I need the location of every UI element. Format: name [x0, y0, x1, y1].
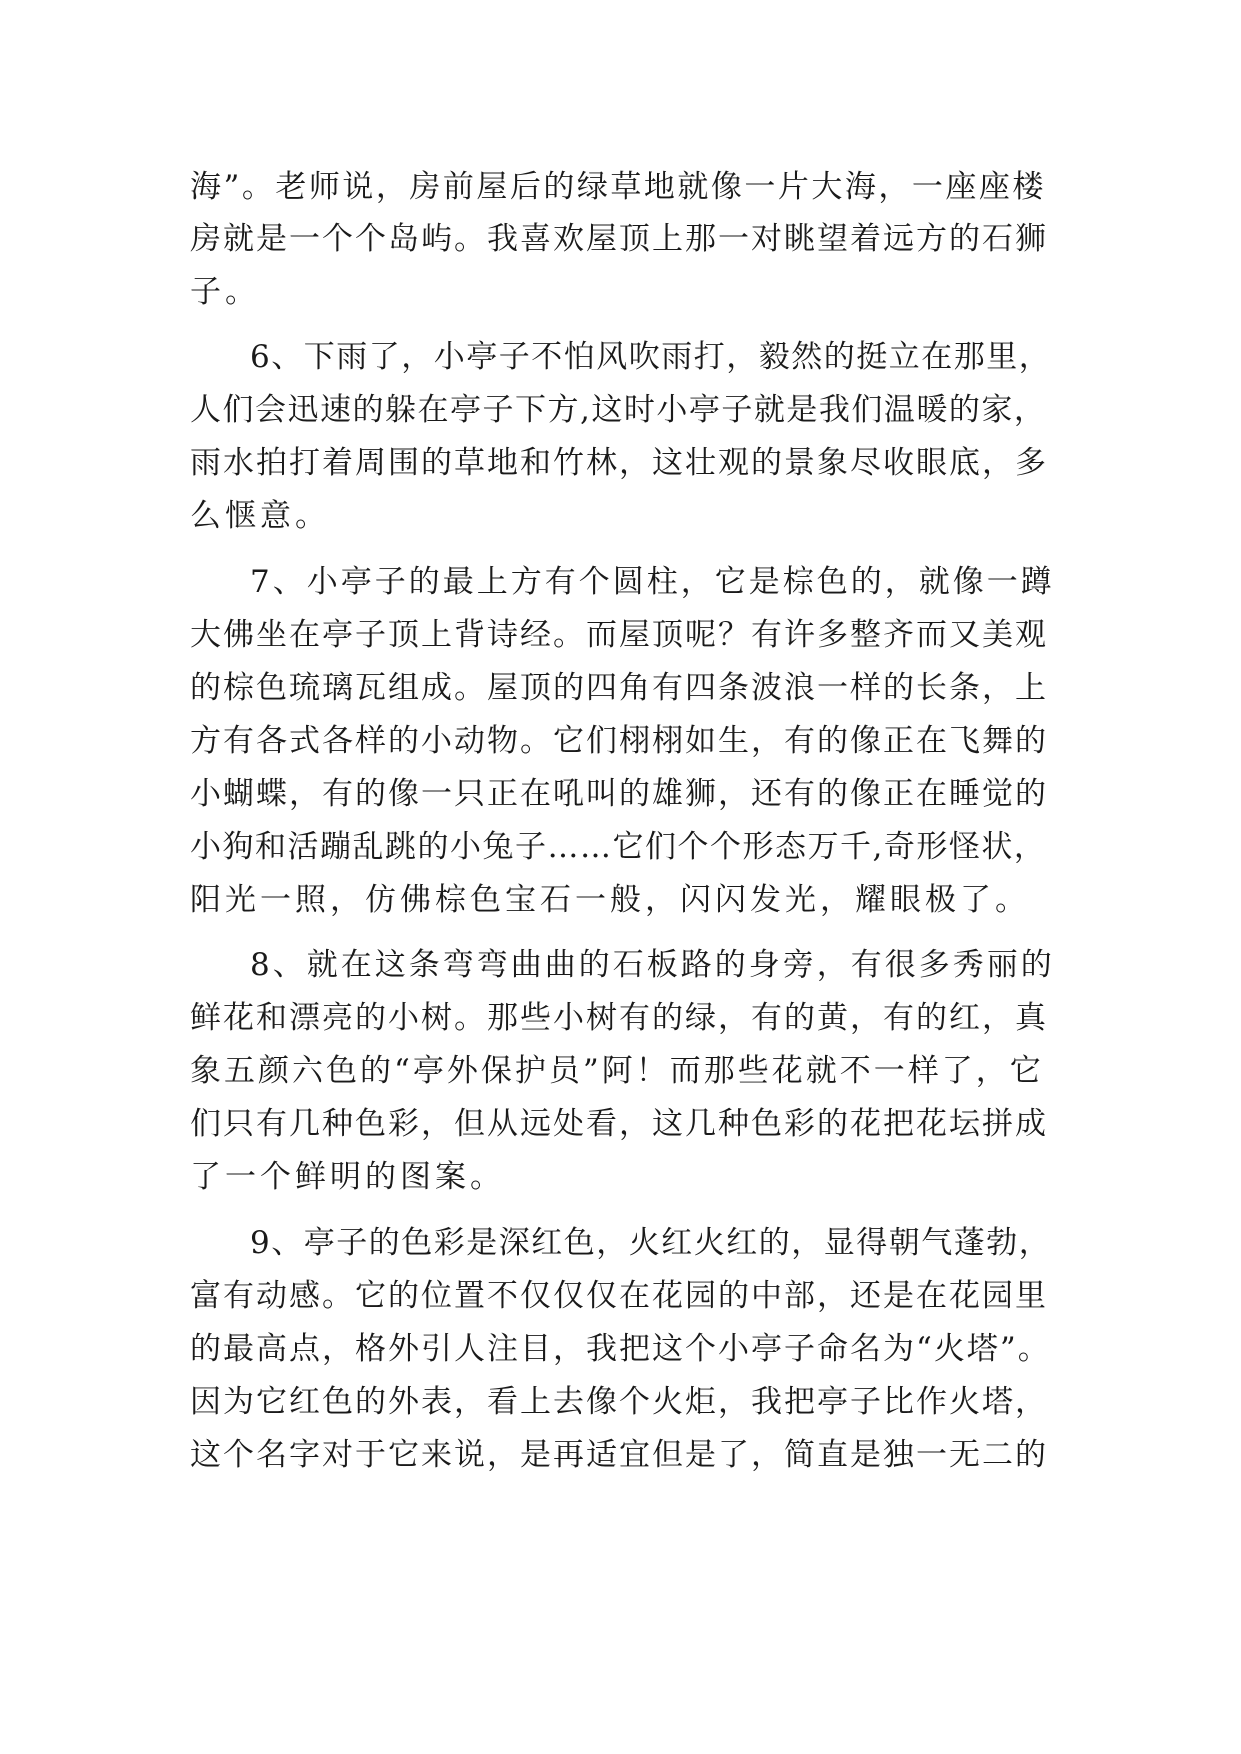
text-line: 子。 — [190, 274, 260, 310]
paragraph-8-first-line: 8、就在这条弯弯曲曲的石板路的身旁，有很多秀丽的 — [250, 947, 1055, 983]
text-line: 们只有几种色彩，但从远处看，这几种色彩的花把花坛拼成 — [190, 1106, 1048, 1142]
text-line: 么惬意。 — [190, 498, 330, 534]
paragraph-6-first-line: 6、下雨了，小亭子不怕风吹雨打，毅然的挺立在那里， — [250, 339, 1052, 375]
text-line: 雨水拍打着周围的草地和竹林，这壮观的景象尽收眼底，多 — [190, 445, 1048, 481]
text-line: 人们会迅速的躲在亭子下方,这时小亭子就是我们温暖的家， — [190, 392, 1047, 428]
text-line: 这个名字对于它来说，是再适宜但是了，简直是独一无二的 — [190, 1437, 1048, 1473]
text-line: 方有各式各样的小动物。它们栩栩如生，有的像正在飞舞的 — [190, 723, 1048, 759]
text-line: 阳光一照，仿佛棕色宝石一般，闪闪发光，耀眼极了。 — [190, 882, 1030, 918]
paragraph-7-first-line: 7、小亭子的最上方有个圆柱，它是棕色的，就像一蹲 — [250, 564, 1055, 600]
text-line: 小狗和活蹦乱跳的小兔子……它们个个形态万千,奇形怪状， — [190, 829, 1047, 865]
text-line: 小蝴蝶，有的像一只正在吼叫的雄狮，还有的像正在睡觉的 — [190, 776, 1048, 812]
paragraph-9-first-line: 9、亭子的色彩是深红色，火红火红的，显得朝气蓬勃， — [250, 1225, 1052, 1261]
text-line: 的最高点，格外引人注目，我把这个小亭子命名为“火塔”。 — [190, 1331, 1051, 1367]
text-line: 大佛坐在亭子顶上背诗经。而屋顶呢？有许多整齐而又美观 — [190, 617, 1048, 653]
text-line: 富有动感。它的位置不仅仅仅在花园的中部，还是在花园里 — [190, 1278, 1048, 1314]
text-line: 房就是一个个岛屿。我喜欢屋顶上那一对眺望着远方的石狮 — [190, 221, 1048, 257]
text-line: 海”。老师说，房前屋后的绿草地就像一片大海，一座座楼 — [190, 169, 1046, 205]
text-line: 因为它红色的外表，看上去像个火炬，我把亭子比作火塔， — [190, 1384, 1048, 1420]
text-line: 象五颜六色的“亭外保护员”阿！而那些花就不一样了，它 — [190, 1053, 1044, 1089]
text-line: 了一个鲜明的图案。 — [190, 1159, 505, 1195]
text-line: 的棕色琉璃瓦组成。屋顶的四角有四条波浪一样的长条，上 — [190, 670, 1048, 706]
text-line: 鲜花和漂亮的小树。那些小树有的绿，有的黄，有的红，真 — [190, 1000, 1048, 1036]
